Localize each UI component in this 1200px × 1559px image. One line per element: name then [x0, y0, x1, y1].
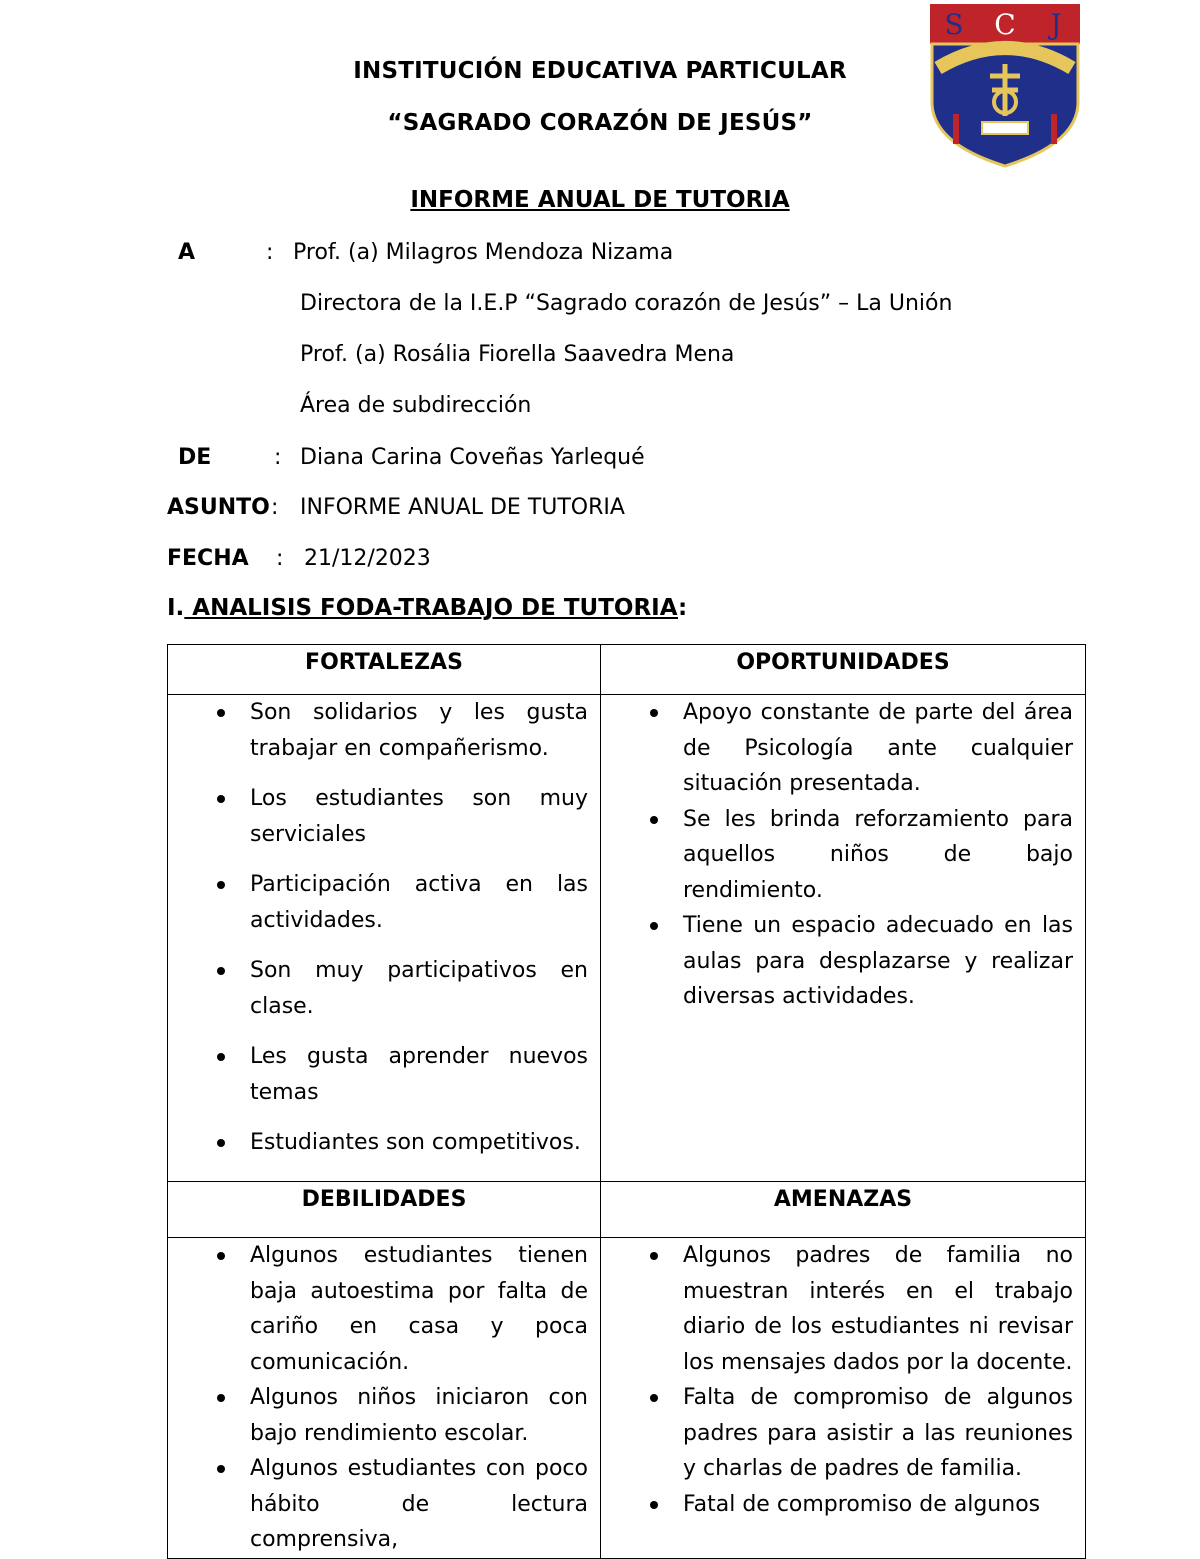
- oportunidades-header: OPORTUNIDADES: [601, 645, 1086, 695]
- list-item: Algunos estudiantes con poco hábito de lectura comprensiva,: [250, 1451, 588, 1558]
- list-item: Los estudiantes son muy serviciales: [250, 781, 588, 852]
- subject-separator: :: [271, 495, 279, 520]
- amenazas-header: AMENAZAS: [601, 1182, 1086, 1238]
- list-item: Estudiantes son competitivos.: [250, 1125, 588, 1161]
- subject-label: ASUNTO: [167, 495, 270, 520]
- list-item: Apoyo constante de parte del área de Psicología ante cualquier situación presentada.: [683, 695, 1073, 802]
- amenazas-list: [601, 1238, 1085, 1522]
- list-item: Se les brinda reforzamiento para aquellos niños de bajo rendimiento.: [683, 802, 1073, 909]
- fortalezas-cell: [168, 695, 601, 1182]
- from-label: DE: [178, 445, 212, 470]
- to-separator: :: [266, 240, 274, 265]
- subject-value: INFORME ANUAL DE TUTORIA: [300, 495, 625, 520]
- debilidades-cell: [168, 1238, 601, 1559]
- fortalezas-list: [168, 695, 600, 1161]
- list-item: Les gusta aprender nuevos temas: [250, 1039, 588, 1110]
- oportunidades-cell: [601, 695, 1086, 1182]
- svg-text:S: S: [944, 8, 964, 41]
- to-label: A: [178, 240, 196, 265]
- date-value: 21/12/2023: [304, 546, 431, 571]
- list-item: Algunos padres de familia no muestran interés en el trabajo diario de los estudiantes ni revisar los mensajes dados por la docente.: [683, 1238, 1073, 1380]
- list-item: Algunos estudiantes tienen baja autoestima por falta de cariño en casa y poca comunicación.: [250, 1238, 588, 1380]
- list-item: Tiene un espacio adecuado en las aulas para desplazarse y realizar diversas actividades.: [683, 908, 1073, 1015]
- amenazas-cell: [601, 1238, 1086, 1559]
- fortalezas-header: FORTALEZAS: [168, 645, 601, 695]
- list-item: Falta de compromiso de algunos padres para asistir a las reuniones y charlas de padres de familia.: [683, 1380, 1073, 1487]
- debilidades-list: [168, 1238, 600, 1558]
- svg-text:C: C: [994, 8, 1016, 41]
- institution-line-2: “SAGRADO CORAZÓN DE JESÚS”: [387, 110, 813, 136]
- to-line-4: Área de subdirección: [300, 393, 532, 418]
- document-title: INFORME ANUAL DE TUTORIA: [410, 187, 790, 213]
- date-separator: :: [276, 546, 284, 571]
- list-item: Fatal de compromiso de algunos: [683, 1487, 1073, 1523]
- school-crest-logo: [926, 4, 1084, 168]
- from-separator: :: [274, 445, 282, 470]
- svg-text:J: J: [1050, 8, 1062, 41]
- section-heading: [167, 595, 687, 621]
- list-item: Son solidarios y les gusta trabajar en compañerismo.: [250, 695, 588, 766]
- section-title: ANALISIS FODA-TRABAJO DE TUTORIA: [184, 595, 678, 621]
- list-item: Son muy participativos en clase.: [250, 953, 588, 1024]
- foda-table: [167, 644, 1086, 1559]
- list-item: Algunos niños iniciaron con bajo rendimiento escolar.: [250, 1380, 588, 1451]
- to-line-2: Directora de la I.E.P “Sagrado corazón de Jesús” – La Unión: [300, 291, 953, 316]
- section-number: I.: [167, 595, 185, 621]
- date-label: FECHA: [167, 546, 249, 571]
- to-line-1: Prof. (a) Milagros Mendoza Nizama: [293, 240, 674, 265]
- to-line-3: Prof. (a) Rosália Fiorella Saavedra Mena: [300, 342, 735, 367]
- section-suffix: :: [677, 595, 688, 621]
- debilidades-header: DEBILIDADES: [168, 1182, 601, 1238]
- oportunidades-list: [601, 695, 1085, 1015]
- institution-line-1: INSTITUCIÓN EDUCATIVA PARTICULAR: [353, 58, 847, 84]
- list-item: Participación activa en las actividades.: [250, 867, 588, 938]
- from-value: Diana Carina Coveñas Yarlequé: [300, 445, 645, 470]
